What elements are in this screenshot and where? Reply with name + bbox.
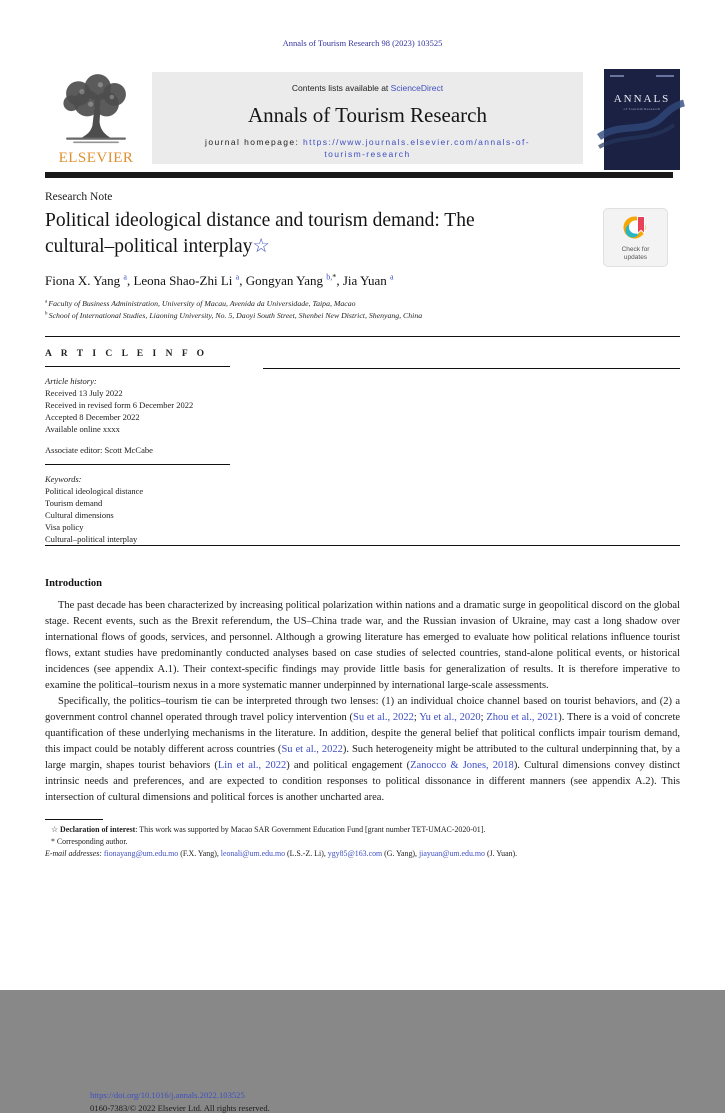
inline-link[interactable]: fionayang@um.edu.mo bbox=[103, 849, 179, 858]
text-segment: ☆ bbox=[51, 825, 61, 834]
keyword-item: Cultural–political interplay bbox=[45, 534, 138, 544]
running-head-citation: Annals of Tourism Research 98 (2023) 103525 bbox=[282, 38, 443, 48]
journal-cover-thumbnail[interactable] bbox=[604, 69, 680, 170]
text-segment: Specifically, the politics–tourism tie can be interpreted through two lenses: (1) an individual choice channel based on tourist behaviors, and (2) a government control channel operated through travel policy intervention ( bbox=[45, 696, 680, 723]
article-info-rule bbox=[45, 366, 230, 367]
inline-link[interactable]: Su et al., 2022 bbox=[281, 744, 343, 755]
inline-link[interactable]: Su et al., 2022 bbox=[353, 712, 414, 723]
article-type-label: Research Note bbox=[45, 191, 113, 203]
elsevier-logo bbox=[45, 72, 147, 169]
keyword-item: Cultural dimensions bbox=[45, 510, 114, 520]
article-info-heading: A R T I C L E I N F O bbox=[45, 349, 208, 359]
page-footer bbox=[90, 1090, 270, 1113]
text-segment: a bbox=[45, 299, 49, 305]
text-segment: ; bbox=[413, 712, 420, 723]
text-segment: : This work was supported by Macao SAR Government Education Fund [grant number TET-UMAC-2020-01]. bbox=[135, 825, 486, 834]
inline-link[interactable]: leonali@um.edu.mo bbox=[220, 849, 286, 858]
elsevier-wordmark: ELSEVIER bbox=[58, 150, 134, 166]
text-segment: (L.S.-Z. Li), bbox=[285, 849, 328, 858]
keyword-item: Visa policy bbox=[45, 522, 84, 532]
text-segment: Declaration of interest bbox=[60, 825, 136, 834]
inline-link[interactable]: https://www.journals.elsevier.com/annals-of- bbox=[303, 137, 530, 147]
journal-name: Annals of Tourism Research bbox=[247, 103, 487, 127]
doi-link[interactable]: https://doi.org/10.1016/j.annals.2022.103525 bbox=[90, 1090, 245, 1100]
affiliations bbox=[45, 298, 680, 322]
article-info-block bbox=[45, 337, 680, 546]
check-for-updates-label bbox=[604, 246, 667, 261]
affiliation-b bbox=[45, 310, 680, 322]
text-segment: Faculty of Business Administration, University of Macau, Avenida da Universidade, Taipa, Macao bbox=[48, 299, 356, 308]
copyright-line: 0160-7383/© 2022 Elsevier Ltd. All rights reserved. bbox=[90, 1103, 270, 1113]
text-segment: Political ideological distance and tourism demand: The bbox=[45, 210, 475, 231]
elsevier-tree-icon bbox=[52, 72, 140, 152]
text-segment: ). There is a void of concrete quantification of these underlying mechanisms in the literature. In addition, despite the general belief that political conflicts impair tourism demand, this impact could be notably different across countries ( bbox=[45, 712, 681, 755]
text-segment: (G. Yang), bbox=[382, 849, 419, 858]
text-segment: cultural–political interplay bbox=[45, 236, 253, 257]
text-segment: journal homepage: bbox=[205, 137, 304, 147]
inline-link[interactable]: tourism-research bbox=[324, 149, 411, 159]
masthead-divider-bar bbox=[45, 172, 673, 178]
article-info-rule bbox=[45, 464, 230, 465]
text-segment: E-mail addresses: bbox=[45, 849, 104, 858]
journal-homepage-link[interactable] bbox=[152, 136, 583, 160]
article-title bbox=[45, 208, 585, 260]
cover-art-icon bbox=[604, 69, 680, 170]
cover-subtitle: of Tourism Research bbox=[623, 107, 661, 111]
inline-link[interactable]: Zanocco & Jones, 2018 bbox=[410, 760, 514, 771]
text-segment: , Leona Shao-Zhi Li bbox=[126, 273, 236, 288]
contents-prefix: Contents lists available at bbox=[291, 83, 391, 93]
journal-masthead bbox=[45, 69, 680, 172]
author-list bbox=[45, 273, 680, 289]
intro-paragraph-2 bbox=[45, 694, 680, 806]
footnote-emails bbox=[45, 848, 680, 859]
inline-link[interactable]: Yu et al., 2020 bbox=[419, 712, 481, 723]
text-segment: , Jia Yuan bbox=[336, 273, 391, 288]
article-info-column bbox=[45, 349, 253, 545]
check-for-updates-icon bbox=[622, 214, 649, 241]
text-segment: ). Such heterogeneity might be attributed to the cultural underpinning that, by a large margin, shapes tourist behaviors ( bbox=[45, 744, 681, 771]
sciencedirect-link[interactable]: ScienceDirect bbox=[390, 83, 444, 93]
inline-link[interactable]: Lin et al., 2022 bbox=[217, 760, 287, 771]
history-item: Received 13 July 2022 bbox=[45, 388, 123, 398]
history-item: Received in revised form 6 December 2022 bbox=[45, 400, 194, 410]
section-heading-introduction: Introduction bbox=[45, 578, 102, 589]
title-row bbox=[45, 208, 680, 260]
badge-line2: updates bbox=[623, 253, 648, 261]
inline-link[interactable]: b, bbox=[326, 272, 333, 282]
keywords-label: Keywords: bbox=[45, 474, 82, 484]
affiliation-a bbox=[45, 298, 680, 310]
footnote-declaration bbox=[45, 824, 680, 835]
text-segment: ). Cultural dimensions convey distinct intrinsic needs and preferences, and are expected to condition responses to political dissonance in different manners (see appendix A.2). This intersection of cultural dimensions and political forces is another uncharted area. bbox=[45, 760, 680, 803]
inline-link[interactable]: a bbox=[235, 272, 240, 282]
abstract-rule bbox=[263, 368, 680, 369]
history-item: Accepted 8 December 2022 bbox=[45, 412, 140, 422]
text-segment: (J. Yuan). bbox=[484, 849, 518, 858]
keyword-item: Tourism demand bbox=[45, 498, 103, 508]
text-segment: The past decade has been characterized by increasing political polarization within nations and a dramatic surge in geopolitical discord on the global stage. Recent events, such as the Brexit referendum, the US–China trade war, and the Russian invasion of Ukraine, may cast a long shadow over international flows of goods, services, and personnel. Although a growing literature has emerged to evaluate how political relations influence tourist flows, extant studies have predominantly conducted analyses based on case studies of selected countries, stand-alone political events, or historical incidences (see appendix A.1). Their context-specific findings may provide little basis for generalization of results. It is therefore imperative to examine the political–tourism nexus in a more systematic manner underpinned by international large-scale assessments. bbox=[45, 600, 680, 691]
cover-title: ANNALS bbox=[613, 93, 671, 105]
footnote-divider bbox=[45, 819, 103, 820]
inline-link[interactable]: a bbox=[123, 272, 127, 282]
inline-link[interactable]: ☆ bbox=[252, 236, 270, 257]
inline-link[interactable]: jiayuan@um.edu.mo bbox=[418, 849, 485, 858]
text-segment: (F.X. Yang), bbox=[178, 849, 221, 858]
text-segment: ; bbox=[480, 712, 487, 723]
history-item: Available online xxxx bbox=[45, 424, 120, 434]
text-segment: , Gongyan Yang bbox=[239, 273, 327, 288]
abstract-column bbox=[263, 349, 680, 545]
text-segment: ) and political engagement ( bbox=[286, 760, 411, 771]
text-segment: * bbox=[332, 272, 337, 282]
inline-link[interactable]: a bbox=[390, 272, 394, 282]
text-segment: Fiona X. Yang bbox=[45, 273, 124, 288]
check-for-updates-badge[interactable] bbox=[603, 208, 668, 267]
contents-line bbox=[152, 83, 583, 93]
inline-link[interactable]: Zhou et al., 2021 bbox=[486, 712, 559, 723]
masthead-panel bbox=[152, 72, 583, 164]
badge-line1: Check for bbox=[621, 246, 650, 253]
associate-editor-line: Associate editor: Scott McCabe bbox=[45, 445, 153, 455]
article-history-label: Article history: bbox=[45, 376, 97, 386]
text-segment: b bbox=[45, 311, 49, 317]
text-segment: School of International Studies, Liaoning University, No. 5, Daoyi South Street, Shenbei New District, Shenyang, China bbox=[48, 311, 423, 320]
inline-link[interactable]: ygy85@163.com bbox=[327, 849, 383, 858]
footnote-corresponding: * Corresponding author. bbox=[51, 837, 128, 846]
intro-paragraph-1 bbox=[45, 598, 680, 694]
keyword-item: Political ideological distance bbox=[45, 486, 144, 496]
article-content bbox=[45, 191, 681, 1113]
